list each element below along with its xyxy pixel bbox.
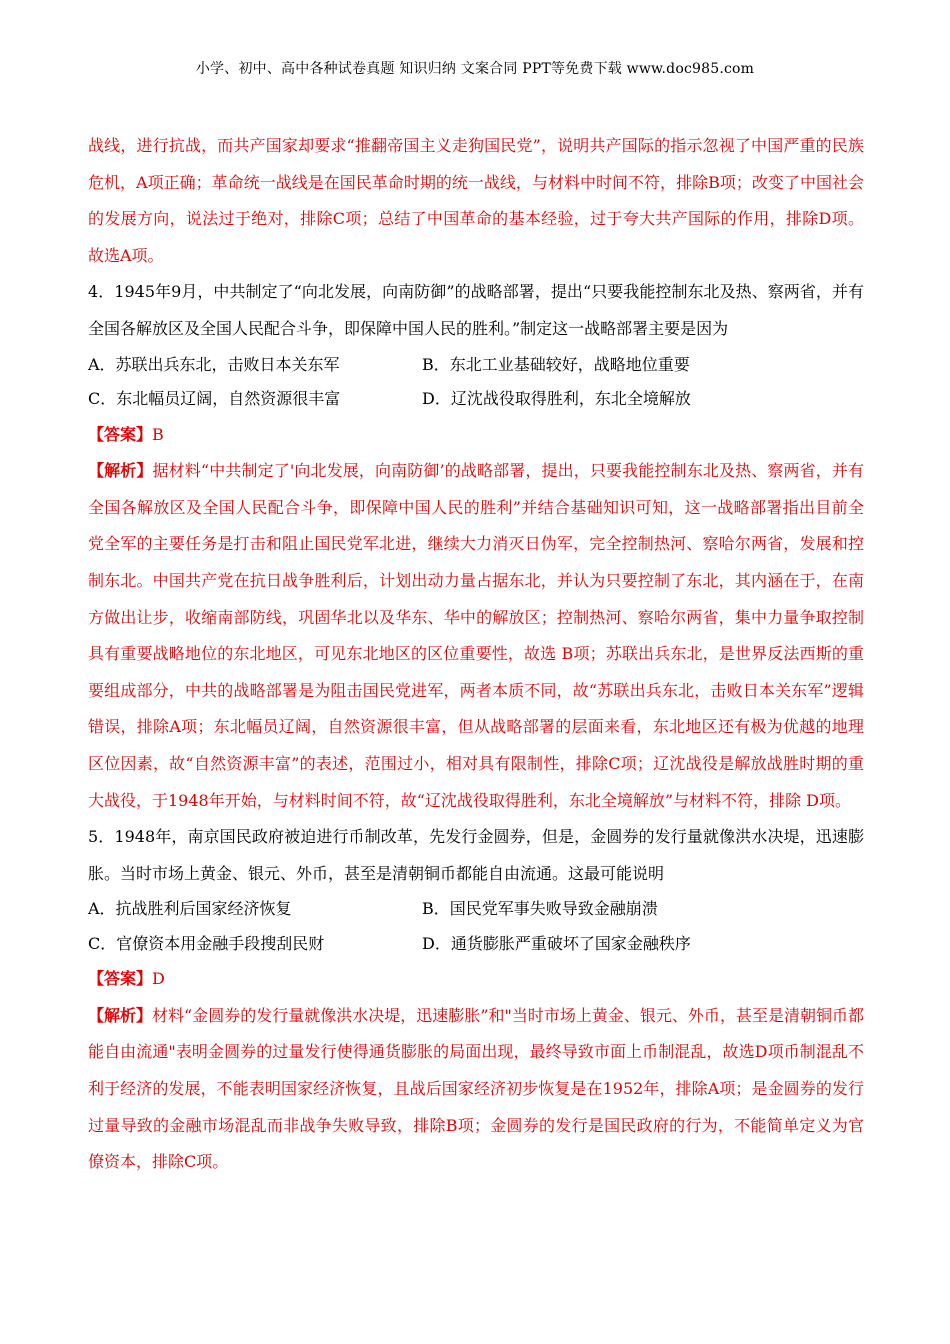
question-stem: 4．1945年9月，中共制定了“向北发展，向南防御”的战略部署，提出“只要我能控制东北及热、察两省，并有全国各解放区及全国人民配合斗争，即保障中国人民的胜利。”制定这一战略部署主要是因为	[88, 282, 864, 338]
analysis-tag: 【解析】	[88, 461, 153, 481]
answer-value: D	[152, 969, 165, 989]
analysis-text	[88, 998, 864, 1181]
option-c: C．官僚资本用金融手段搜刮民财	[88, 933, 325, 953]
answer-line	[88, 961, 864, 998]
options-row	[88, 927, 864, 962]
options-row	[88, 382, 864, 417]
analysis-body: 据材料“中共制定了'向北发展，向南防御’的战略部署，提出，只要我能控制东北及热、察两省，并有全国各解放区及全国人民配合斗争，即保障中国人民的胜利”并结合基础知识可知，这一战略部署指出目前全党全军的主要任务是打击和阻止国民党军北进，继续大力消灭日伪军，完全控制热河、察哈尔两省，发展和控制东北。中国共产党在抗日战争胜利后，计划出动力量占据东北，并认为只要控制了东北，其内涵在于，在南方做出让步，收缩南部防线，巩固华北以及华东、华中的解放区；控制热河、察哈尔两省，集中力量争取控制具有重要战略地位的东北地区，可见东北地区的区位重要性，故选 B项；苏联出兵东北，是世界反法西斯的重要组成部分，中共的战略部署是为阻击国民党进军，两者本质不同，故“苏联出兵东北，击败日本关东军”逻辑错误，排除A项；东北幅员辽阔，自然资源很丰富，但从战略部署的层面来看，东北地区还有极为优越的地理区位因素，故“自然资源丰富”的表述，范围过小，相对具有限制性，排除C项；辽沈战役是解放战胜时期的重大战役，于1948年开始，与材料时间不符，故“辽沈战役取得胜利，东北全境解放”与材料不符，排除 D项。	[88, 461, 864, 810]
page-header: 小学、初中、高中各种试卷真题 知识归纳 文案合同 PPT等免费下载 www.doc985.com	[195, 61, 755, 77]
option-c: C．东北幅员辽阔，自然资源很丰富	[88, 389, 341, 409]
option-b: B．东北工业基础较好，战略地位重要	[422, 354, 690, 374]
answer-tag: 【答案】	[88, 969, 153, 989]
option-a: A．苏联出兵东北，击败日本关东军	[88, 354, 340, 374]
question-5	[88, 819, 864, 1181]
answer-value: B	[152, 424, 164, 444]
analysis-body: 材料“金圆券的发行量就像洪水决堤，迅速膨胀”和"当时市场上黄金、银元、外币，甚至是清朝铜币都能自由流通"表明金圆券的过量发行使得通货膨胀的局面出现，最终导致市面上币制混乱，故选D项币制混乱不利于经济的发展，不能表明国家经济恢复，且战后国家经济初步恢复是在1952年，排除A项；是金圆券的发行过量导致的金融市场混乱而非战争失败导致，排除B项；金圆券的发行是国民政府的行为，不能简单定义为官僚资本，排除C项。	[88, 1005, 864, 1172]
options-row	[88, 348, 864, 383]
answer-tag: 【答案】	[88, 424, 153, 444]
analysis-tag: 【解析】	[88, 1005, 153, 1025]
answer-line	[88, 417, 864, 454]
option-a: A．抗战胜利后国家经济恢复	[88, 899, 292, 919]
question-stem: 5．1948年，南京国民政府被迫进行币制改革，先发行金圆券，但是，金圆券的发行量就像洪水决堤，迅速膨胀。当时市场上黄金、银元、外币，甚至是清朝铜币都能自由流通。这最可能说明	[88, 827, 864, 883]
document-body	[88, 128, 864, 1181]
options-row	[88, 892, 864, 927]
option-d: D．通货膨胀严重破坏了国家金融秩序	[422, 933, 691, 953]
option-d: D．辽沈战役取得胜利，东北全境解放	[422, 389, 691, 409]
previous-analysis: 战线，进行抗战，而共产国家却要求“推翻帝国主义走狗国民党”，说明共产国际的指示忽视了中国严重的民族危机，A项正确；革命统一战线是在国民革命时期的统一战线，与材料中时间不符，排除B项；改变了中国社会的发展方向，说法过于绝对，排除C项；总结了中国革命的基本经验，过于夸大共产国际的作用，排除D项。故选A项。	[88, 136, 864, 265]
question-4	[88, 274, 864, 819]
analysis-text	[88, 453, 864, 819]
option-b: B．国民党军事失败导致金融崩溃	[422, 899, 658, 919]
